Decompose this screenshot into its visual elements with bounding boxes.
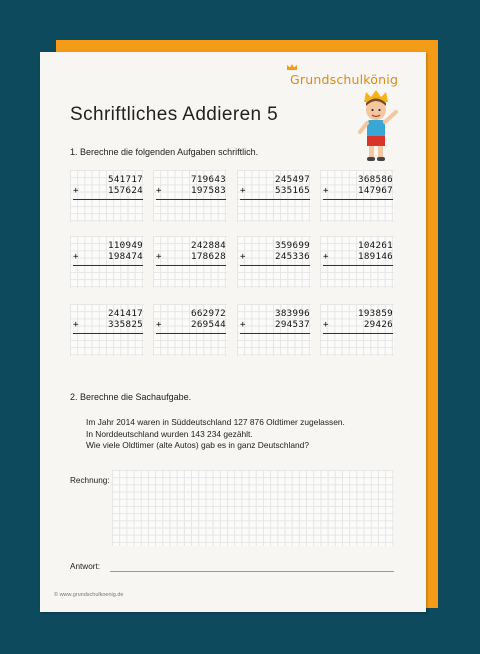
task-2-label: 2. Berechne die Sachaufgabe.	[70, 392, 192, 402]
addend-1: 104261	[358, 240, 393, 251]
addend-1: 541717	[108, 174, 143, 185]
result-line[interactable]	[156, 265, 226, 280]
result-line[interactable]	[73, 199, 143, 214]
page-title: Schriftliches Addieren 5	[70, 104, 279, 125]
addend-1: 245497	[275, 174, 310, 185]
addend-1: 662972	[191, 308, 226, 319]
addition-problem	[323, 174, 393, 214]
result-line[interactable]	[156, 199, 226, 214]
addition-problem	[73, 308, 143, 348]
addend-2: 294537	[275, 319, 310, 330]
logo	[290, 72, 398, 87]
addend-2: 198474	[108, 251, 143, 262]
answer-line[interactable]	[110, 571, 394, 572]
addend-1: 383996	[275, 308, 310, 319]
addend-2: 157624	[108, 185, 143, 196]
addition-problem	[73, 240, 143, 280]
addition-problem	[156, 240, 226, 280]
addend-2: 535165	[275, 185, 310, 196]
story-line: Wie viele Oldtimer (alte Autos) gab es in ganz Deutschland?	[86, 440, 309, 450]
addition-problem	[156, 174, 226, 214]
story-line: Im Jahr 2014 waren in Süddeutschland 127 876 Oldtimer zugelassen.	[86, 417, 345, 427]
addend-2: 147967	[358, 185, 393, 196]
addend-2: 245336	[275, 251, 310, 262]
word-problem-text	[86, 417, 345, 452]
addend-1: 359699	[275, 240, 310, 251]
plus-sign: +	[323, 319, 329, 330]
addend-2: 29426	[363, 319, 393, 330]
addition-problem	[323, 308, 393, 348]
addend-2: 269544	[191, 319, 226, 330]
addend-1: 241417	[108, 308, 143, 319]
addend-2: 178628	[191, 251, 226, 262]
plus-sign: +	[240, 185, 246, 196]
plus-sign: +	[73, 185, 79, 196]
addend-1: 368586	[358, 174, 393, 185]
king-kid-illustration	[356, 88, 400, 164]
addition-problem	[156, 308, 226, 348]
result-line[interactable]	[323, 199, 393, 214]
addition-problem	[240, 240, 310, 280]
result-line[interactable]	[73, 333, 143, 348]
plus-sign: +	[156, 319, 162, 330]
worksheet	[40, 52, 426, 612]
addition-problem	[323, 240, 393, 280]
plus-sign: +	[240, 251, 246, 262]
addend-1: 242884	[191, 240, 226, 251]
plus-sign: +	[323, 251, 329, 262]
result-line[interactable]	[240, 333, 310, 348]
result-line[interactable]	[73, 265, 143, 280]
addition-problem	[240, 308, 310, 348]
addition-problem	[73, 174, 143, 214]
plus-sign: +	[156, 185, 162, 196]
story-line: In Norddeutschland wurden 143 234 gezählt.	[86, 428, 253, 439]
addend-1: 110949	[108, 240, 143, 251]
antwort-label: Antwort:	[70, 562, 101, 571]
addition-problem	[240, 174, 310, 214]
plus-sign: +	[73, 251, 79, 262]
result-line[interactable]	[156, 333, 226, 348]
result-line[interactable]	[323, 265, 393, 280]
calculation-grid[interactable]	[112, 470, 394, 546]
addend-2: 197583	[191, 185, 226, 196]
plus-sign: +	[323, 185, 329, 196]
result-line[interactable]	[323, 333, 393, 348]
plus-sign: +	[240, 319, 246, 330]
footer-copyright: © www.grundschulkoenig.de	[54, 592, 124, 598]
task-1-label: 1. Berechne die folgenden Aufgaben schriftlich.	[70, 147, 259, 157]
rechnung-label: Rechnung:	[70, 476, 110, 485]
plus-sign: +	[73, 319, 79, 330]
addend-1: 193859	[358, 308, 393, 319]
crown-icon	[286, 63, 298, 71]
plus-sign: +	[156, 251, 162, 262]
addend-1: 719643	[191, 174, 226, 185]
result-line[interactable]	[240, 265, 310, 280]
logo-text: Grundschulkönig	[290, 72, 399, 87]
addend-2: 335825	[108, 319, 143, 330]
addend-2: 189146	[358, 251, 393, 262]
result-line[interactable]	[240, 199, 310, 214]
